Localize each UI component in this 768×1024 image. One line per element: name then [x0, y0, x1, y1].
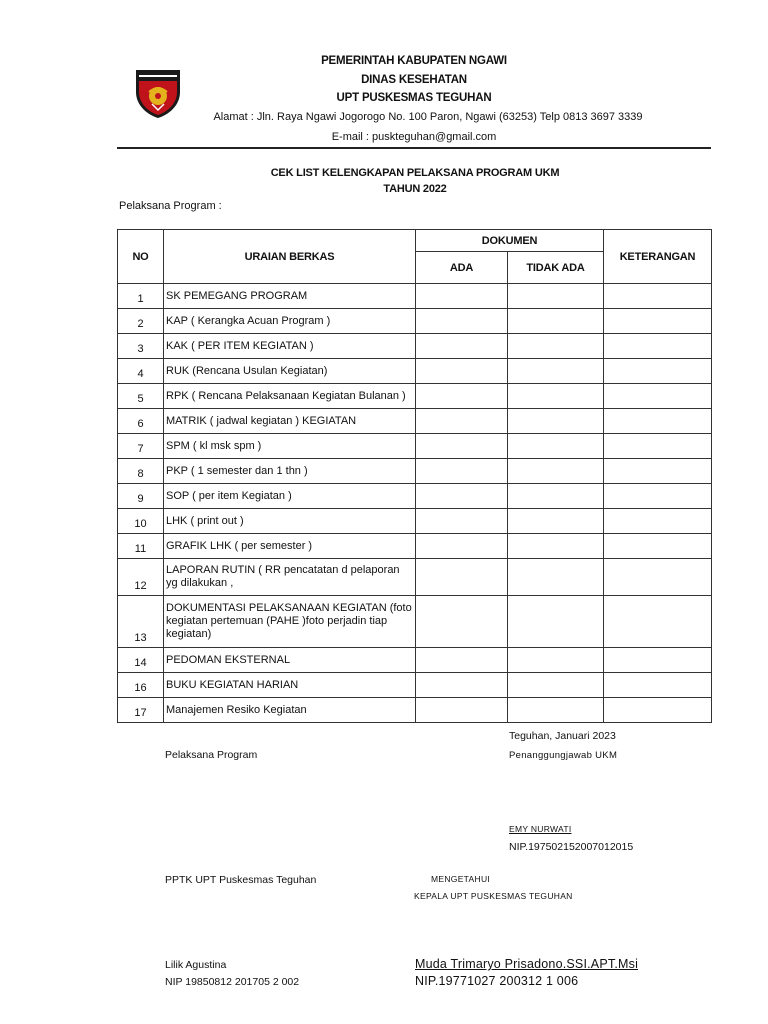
- kepala-nip: NIP.19771027 200312 1 006: [415, 974, 579, 988]
- ada-cell[interactable]: [416, 284, 508, 309]
- left-signer-label: Pelaksana Program: [165, 749, 258, 761]
- keterangan-cell[interactable]: [604, 284, 712, 309]
- table-row: [118, 509, 712, 534]
- row-number: 13: [118, 596, 164, 648]
- tidak-ada-cell[interactable]: [508, 559, 604, 596]
- row-description: PKP ( 1 semester dan 1 thn ): [164, 459, 416, 484]
- row-description: MATRIK ( jadwal kegiatan ) KEGIATAN: [164, 409, 416, 434]
- table-row: [118, 484, 712, 509]
- table-row: [118, 284, 712, 309]
- row-description: GRAFIK LHK ( per semester ): [164, 534, 416, 559]
- ada-cell[interactable]: [416, 459, 508, 484]
- table-row: [118, 409, 712, 434]
- ada-cell[interactable]: [416, 434, 508, 459]
- tidak-ada-cell[interactable]: [508, 596, 604, 648]
- col-header-keterangan: KETERANGAN: [604, 230, 712, 284]
- ada-cell[interactable]: [416, 596, 508, 648]
- tidak-ada-cell[interactable]: [508, 284, 604, 309]
- row-description: KAK ( PER ITEM KEGIATAN ): [164, 334, 416, 359]
- row-description: LAPORAN RUTIN ( RR pencatatan d pelaporan yg dilakukan ,: [164, 559, 416, 596]
- row-number: 9: [118, 484, 164, 509]
- ada-cell[interactable]: [416, 484, 508, 509]
- table-row: [118, 596, 712, 648]
- row-number: 16: [118, 673, 164, 698]
- keterangan-cell[interactable]: [604, 309, 712, 334]
- ada-cell[interactable]: [416, 648, 508, 673]
- tidak-ada-cell[interactable]: [508, 484, 604, 509]
- table-row: [118, 384, 712, 409]
- ada-cell[interactable]: [416, 359, 508, 384]
- tidak-ada-cell[interactable]: [508, 509, 604, 534]
- keterangan-cell[interactable]: [604, 596, 712, 648]
- ada-cell[interactable]: [416, 673, 508, 698]
- ada-cell[interactable]: [416, 559, 508, 596]
- table-row: [118, 359, 712, 384]
- table-row: [118, 309, 712, 334]
- ada-cell[interactable]: [416, 384, 508, 409]
- keterangan-cell[interactable]: [604, 409, 712, 434]
- keterangan-cell[interactable]: [604, 434, 712, 459]
- mengetahui-label: MENGETAHUI: [431, 874, 491, 884]
- table-row: [118, 559, 712, 596]
- keterangan-cell[interactable]: [604, 484, 712, 509]
- tidak-ada-cell[interactable]: [508, 673, 604, 698]
- tidak-ada-cell[interactable]: [508, 698, 604, 723]
- kepala-label: KEPALA UPT PUSKESMAS TEGUHAN: [414, 891, 573, 901]
- right-signer-name: EMY NURWATI: [509, 824, 572, 834]
- table-row: [118, 434, 712, 459]
- table-row: [118, 648, 712, 673]
- keterangan-cell[interactable]: [604, 648, 712, 673]
- row-number: 14: [118, 648, 164, 673]
- tidak-ada-cell[interactable]: [508, 359, 604, 384]
- row-number: 3: [118, 334, 164, 359]
- place-date: Teguhan, Januari 2023: [509, 730, 616, 742]
- table-row: [118, 334, 712, 359]
- tidak-ada-cell[interactable]: [508, 459, 604, 484]
- pptk-label: PPTK UPT Puskesmas Teguhan: [165, 874, 317, 886]
- keterangan-cell[interactable]: [604, 334, 712, 359]
- row-description: KAP ( Kerangka Acuan Program ): [164, 309, 416, 334]
- row-description: LHK ( print out ): [164, 509, 416, 534]
- header-department: DINAS KESEHATAN: [361, 74, 467, 86]
- row-number: 2: [118, 309, 164, 334]
- pptk-name: Lilik Agustina: [165, 959, 227, 971]
- row-number: 17: [118, 698, 164, 723]
- row-description: PEDOMAN EKSTERNAL: [164, 648, 416, 673]
- ada-cell[interactable]: [416, 409, 508, 434]
- ada-cell[interactable]: [416, 309, 508, 334]
- row-number: 11: [118, 534, 164, 559]
- checklist-table: [117, 229, 712, 723]
- keterangan-cell[interactable]: [604, 384, 712, 409]
- document-year: TAHUN 2022: [383, 183, 447, 195]
- row-number: 4: [118, 359, 164, 384]
- row-description: Manajemen Resiko Kegiatan: [164, 698, 416, 723]
- kepala-name: Muda Trimaryo Prisadono.SSI.APT.Msi: [415, 957, 639, 971]
- row-description: RUK (Rencana Usulan Kegiatan): [164, 359, 416, 384]
- keterangan-cell[interactable]: [604, 459, 712, 484]
- pelaksana-program-label: Pelaksana Program :: [119, 200, 222, 212]
- right-signer-nip: NIP.197502152007012015: [509, 841, 634, 853]
- table-row: [118, 534, 712, 559]
- tidak-ada-cell[interactable]: [508, 409, 604, 434]
- tidak-ada-cell[interactable]: [508, 534, 604, 559]
- table-row: [118, 673, 712, 698]
- ada-cell[interactable]: [416, 698, 508, 723]
- col-header-dokumen: DOKUMEN: [416, 230, 604, 252]
- tidak-ada-cell[interactable]: [508, 648, 604, 673]
- table-row: [118, 698, 712, 723]
- pptk-nip: NIP 19850812 201705 2 002: [165, 976, 300, 988]
- right-signer-label: Penanggungjawab UKM: [509, 750, 618, 761]
- ada-cell[interactable]: [416, 534, 508, 559]
- row-number: 12: [118, 559, 164, 596]
- tidak-ada-cell[interactable]: [508, 384, 604, 409]
- keterangan-cell[interactable]: [604, 509, 712, 534]
- header-email: E-mail : puskteguhan@gmail.com: [331, 131, 497, 143]
- table-row: [118, 459, 712, 484]
- col-header-ada: ADA: [416, 252, 508, 284]
- keterangan-cell[interactable]: [604, 359, 712, 384]
- tidak-ada-cell[interactable]: [508, 309, 604, 334]
- header-government: PEMERINTAH KABUPATEN NGAWI: [321, 55, 507, 67]
- tidak-ada-cell[interactable]: [508, 434, 604, 459]
- col-header-uraian: URAIAN BERKAS: [164, 230, 416, 284]
- row-description: DOKUMENTASI PELAKSANAAN KEGIATAN (foto kegiatan pertemuan (PAHE )foto perjadin tiap kegiatan): [164, 596, 416, 648]
- row-number: 6: [118, 409, 164, 434]
- row-description: SOP ( per item Kegiatan ): [164, 484, 416, 509]
- header-address: Alamat : Jln. Raya Ngawi Jogorogo No. 100 Paron, Ngawi (63253) Telp 0813 3697 3339: [213, 111, 643, 123]
- row-number: 1: [118, 284, 164, 309]
- row-description: RPK ( Rencana Pelaksanaan Kegiatan Bulanan ): [164, 384, 416, 409]
- row-description: SK PEMEGANG PROGRAM: [164, 284, 416, 309]
- row-number: 5: [118, 384, 164, 409]
- row-description: SPM ( kl msk spm ): [164, 434, 416, 459]
- row-number: 7: [118, 434, 164, 459]
- col-header-tidak-ada: TIDAK ADA: [508, 252, 604, 284]
- ada-cell[interactable]: [416, 334, 508, 359]
- keterangan-cell[interactable]: [604, 559, 712, 596]
- col-header-no: NO: [118, 230, 164, 284]
- ada-cell[interactable]: [416, 509, 508, 534]
- header-institution: UPT PUSKESMAS TEGUHAN: [336, 92, 492, 104]
- row-number: 10: [118, 509, 164, 534]
- keterangan-cell[interactable]: [604, 673, 712, 698]
- header-divider: [117, 147, 711, 149]
- row-number: 8: [118, 459, 164, 484]
- document-title: CEK LIST KELENGKAPAN PELAKSANA PROGRAM UKM: [270, 167, 560, 179]
- tidak-ada-cell[interactable]: [508, 334, 604, 359]
- keterangan-cell[interactable]: [604, 698, 712, 723]
- row-description: BUKU KEGIATAN HARIAN: [164, 673, 416, 698]
- keterangan-cell[interactable]: [604, 534, 712, 559]
